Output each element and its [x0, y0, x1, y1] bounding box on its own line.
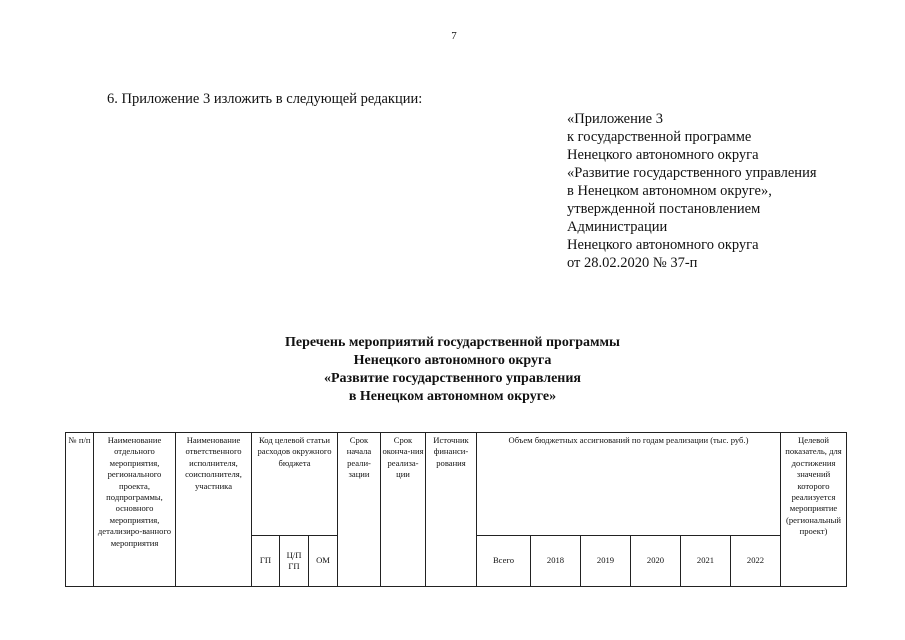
intro-paragraph: 6. Приложение 3 изложить в следующей редакции: — [107, 91, 423, 107]
appendix-caption-line: Администрации — [567, 219, 668, 235]
appendix-caption-line: в Ненецком автономном округе», — [567, 183, 772, 199]
title-line: в Ненецком автономном округе» — [348, 389, 557, 404]
header-number: № п/п — [66, 433, 94, 587]
header-executor: Наименование ответственного исполнителя, соисполнителя, участника — [176, 433, 252, 587]
subheader-year-2020: 2020 — [631, 536, 681, 587]
appendix-caption-line: Ненецкого автономного округа — [567, 237, 759, 253]
appendix-caption — [567, 110, 817, 272]
title-line: «Развитие государственного управления — [324, 371, 581, 386]
subheader-cp-gp: Ц/П ГП — [280, 536, 309, 587]
appendix-caption-line: Ненецкого автономного округа — [567, 147, 759, 163]
subheader-year-2022: 2022 — [731, 536, 781, 587]
subheader-om: ОМ — [309, 536, 338, 587]
appendix-caption-line: «Развитие государственного управления — [567, 165, 817, 181]
title-line: Перечень мероприятий государственной программы — [285, 335, 620, 350]
header-end-date: Срок оконча-ния реализа-ции — [381, 433, 426, 587]
subheader-year-2021: 2021 — [681, 536, 731, 587]
appendix-caption-line: «Приложение 3 — [567, 111, 663, 127]
title-line: Ненецкого автономного округа — [353, 353, 552, 368]
header-start-date: Срок начала реали-зации — [338, 433, 381, 587]
header-target-indicator: Целевой показатель, для достижения значений которого реализуется мероприятие (региональный проект) — [781, 433, 847, 587]
appendix-caption-line: от 28.02.2020 № 37-п — [567, 255, 698, 271]
measures-table — [65, 432, 847, 587]
header-budget-volume: Объем бюджетных ассигнований по годам реализации (тыс. руб.) — [477, 433, 781, 536]
header-funding-source: Источник финанси-рования — [426, 433, 477, 587]
subheader-total: Всего — [477, 536, 531, 587]
subheader-year-2018: 2018 — [531, 536, 581, 587]
document-title — [200, 334, 705, 406]
subheader-year-2019: 2019 — [581, 536, 631, 587]
appendix-caption-line: утвержденной постановлением — [567, 201, 761, 217]
subheader-gp: ГП — [252, 536, 280, 587]
header-budget-code: Код целевой статьи расходов окружного бюджета — [252, 433, 338, 536]
header-measure-name: Наименование отдельного мероприятия, регионального проекта, подпрограммы, основного мероприятия, детализиро-ванного мероприятия — [94, 433, 176, 587]
page-number: 7 — [451, 30, 457, 42]
appendix-caption-line: к государственной программе — [567, 129, 752, 145]
